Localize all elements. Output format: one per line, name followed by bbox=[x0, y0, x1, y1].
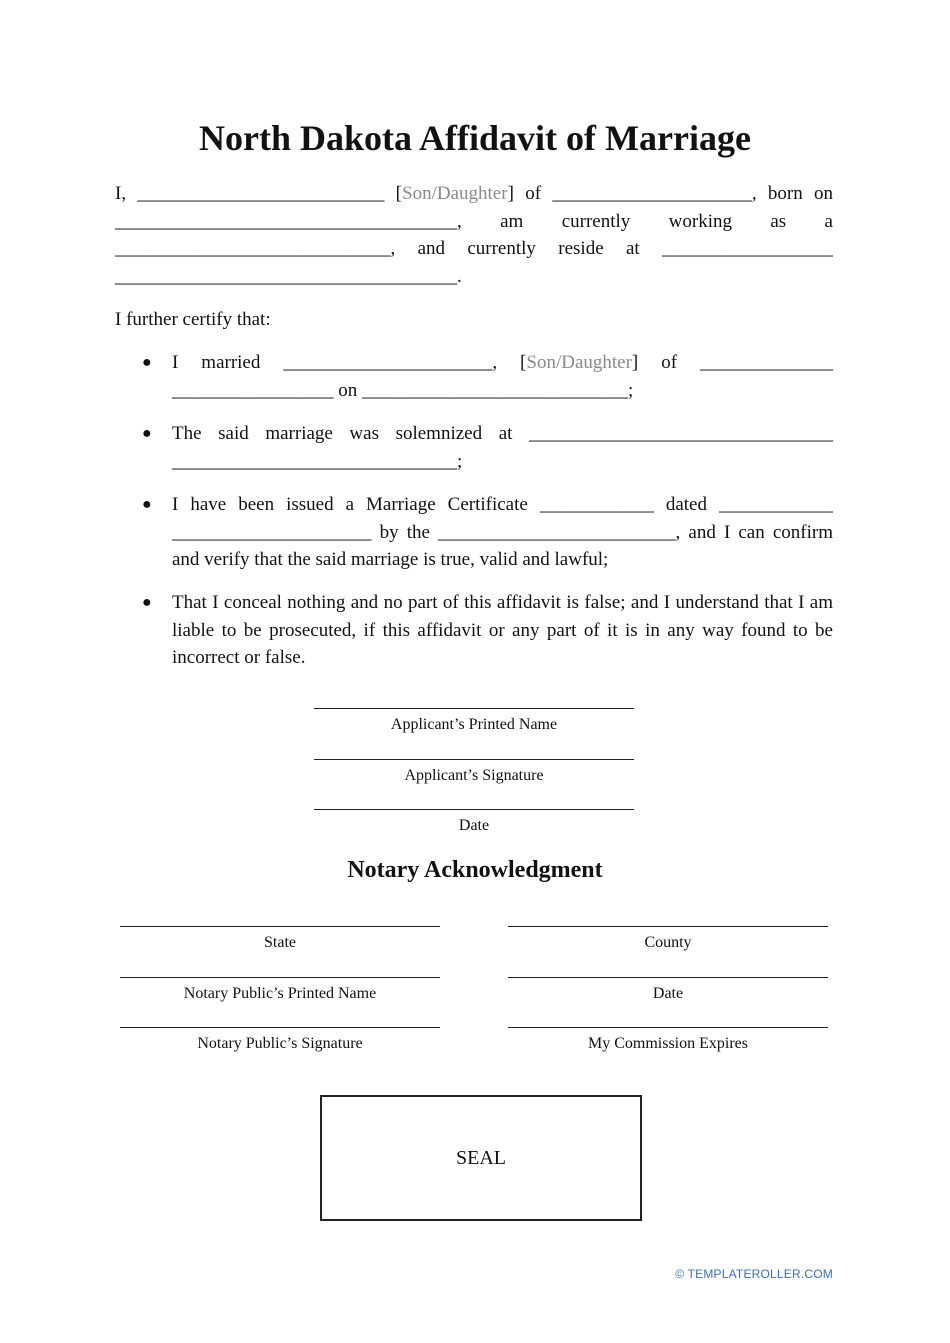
notary-county-label: County bbox=[644, 934, 692, 951]
intro-text-rest: ] of _____________________, born on ____________________________________, am currently working as a _____________________________, and currently reside at __________________ ____________________________________. bbox=[115, 183, 834, 287]
signature-line bbox=[120, 977, 440, 978]
signature-line bbox=[508, 1027, 828, 1028]
notary-commission-expires-label: My Commission Expires bbox=[587, 1035, 748, 1052]
signature-line bbox=[508, 977, 828, 978]
notary-signature-label: Notary Public’s Signature bbox=[197, 1035, 363, 1052]
seal-label: SEAL bbox=[456, 1146, 506, 1169]
intro-paragraph bbox=[115, 180, 833, 290]
seal-box bbox=[320, 1095, 642, 1221]
notary-county-field bbox=[503, 926, 833, 953]
notary-printed-name-field bbox=[115, 977, 445, 1004]
bullet-icon: ● bbox=[142, 496, 152, 513]
signature-line bbox=[314, 759, 634, 760]
bullet-text bbox=[172, 349, 833, 404]
signature-line bbox=[508, 926, 828, 927]
notary-state-field bbox=[115, 926, 445, 953]
bullet-text: The said marriage was solemnized at ________________________________ ______________________________; bbox=[172, 423, 833, 472]
signature-line bbox=[120, 926, 440, 927]
signature-line bbox=[314, 809, 634, 810]
applicant-printed-name-field bbox=[309, 708, 639, 735]
document-title: North Dakota Affidavit of Marriage bbox=[199, 118, 751, 158]
son-daughter-placeholder: Son/Daughter bbox=[526, 352, 632, 373]
bullet-icon: ● bbox=[142, 354, 152, 371]
signature-line bbox=[314, 708, 634, 709]
applicant-signature-label: Applicant’s Signature bbox=[404, 767, 544, 784]
list-item bbox=[115, 589, 833, 672]
notary-state-label: State bbox=[264, 934, 296, 951]
notary-signature-field bbox=[115, 1027, 445, 1054]
applicant-signature-field bbox=[309, 759, 639, 786]
bullet-text-start: I married ______________________, [ bbox=[172, 352, 527, 373]
son-daughter-placeholder: Son/Daughter bbox=[402, 183, 508, 204]
footer-watermark: © TEMPLATEROLLER.COM bbox=[675, 1267, 833, 1281]
bullet-text: That I conceal nothing and no part of this affidavit is false; and I understand that I am liable to be prosecuted, if this affidavit or any part of it is in any way found to be incorrect or false. bbox=[172, 592, 833, 668]
bullet-text-rest: ] of ______________ _________________ on ____________________________; bbox=[172, 352, 834, 401]
notary-date-label: Date bbox=[652, 985, 684, 1002]
bullet-icon: ● bbox=[142, 425, 152, 442]
list-item bbox=[115, 349, 833, 404]
applicant-printed-name-label: Applicant’s Printed Name bbox=[390, 716, 558, 733]
further-certify-label: I further certify that: bbox=[115, 309, 271, 330]
applicant-date-field bbox=[309, 809, 639, 836]
notary-commission-field bbox=[503, 1027, 833, 1054]
bullet-text: I have been issued a Marriage Certificate ____________ dated ____________ _____________________ by the _________________________, and I can confirm and verify that the said marriage is true, valid and lawful; bbox=[172, 494, 833, 570]
bullet-icon: ● bbox=[142, 594, 152, 611]
applicant-date-label: Date bbox=[458, 817, 490, 834]
notary-section-title: Notary Acknowledgment bbox=[347, 857, 603, 883]
list-item bbox=[115, 420, 833, 475]
notary-printed-name-label: Notary Public’s Printed Name bbox=[183, 985, 377, 1002]
list-item bbox=[115, 491, 833, 574]
notary-date-field bbox=[503, 977, 833, 1004]
intro-text-start: I, __________________________ [ bbox=[115, 183, 403, 204]
signature-line bbox=[120, 1027, 440, 1028]
